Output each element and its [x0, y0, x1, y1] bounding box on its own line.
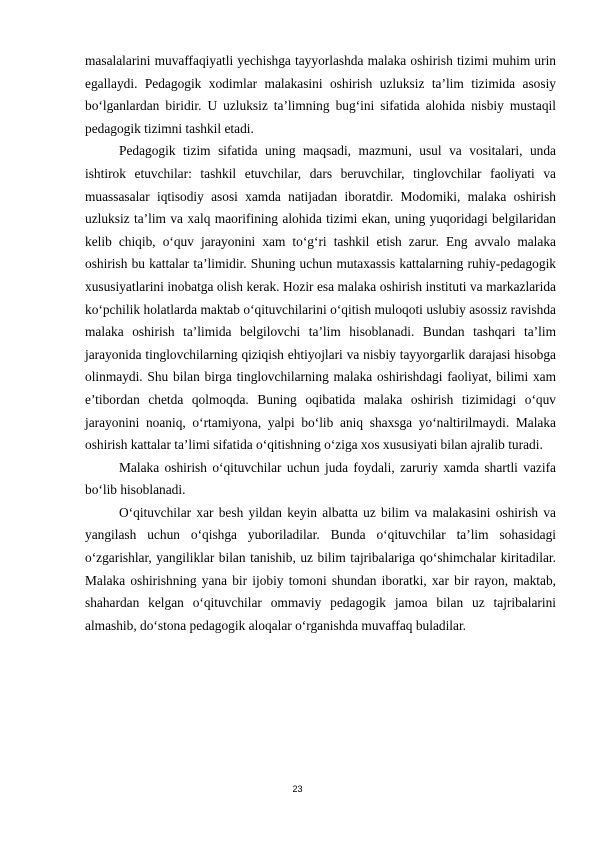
paragraph-five-year-training: O‘qituvchilar xar besh yildan keyin albatta uz bilim va malakasini oshirish va yangilash uchun o‘qishga yuboriladilar. Bunda o‘qituvchilar ta’lim sohasidagi o‘zgarishlar, yangiliklar bilan tanishib, uz bilim tajribalariga qo‘shimchalar kiritadilar. Malaka oshirishning yana bir ijobiy tomoni shundan iboratki, xar bir rayon, maktab, shahardan kelgan o‘qituvchilar ommaviy pedagogik jamoa bilan uz tajribalarini almashib, do‘stona pedagogik aloqalar o‘rganishda muvaffaq buladilar. — [85, 504, 556, 633]
page-number: 23 — [292, 784, 303, 794]
paragraph-pedagogical-system: Pedagogik tizim sifatida uning maqsadi, mazmuni, usul va vositalari, unda ishtirok etuvchilar: tashkil etuvchilar, dars beruvchilar, tinglovchilar faoliyati va muassasalar iqtisodiy asosi xamda natijadan iboratdir. Modomiki, malaka oshirish uzluksiz ta’lim va xalq maorifining alohida tizimi ekan, uning yuqoridagi belgilaridan kelib chiqib, o‘quv jarayonini xam to‘g‘ri tashkil etish zarur. Eng avvalo malaka oshirish bu kattalar ta’limidir. Shuning uchun mutaxassis kattalarning ruhiy-pedagogik xususiyatlarini inobatga olish kerak. Hozir esa malaka oshirish instituti va markazlarida ko‘pchilik holatlarda maktab o‘qituvchilarini o‘qitish muloqoti uslubiy asossiz ravishda malaka oshirish ta’limida belgilovchi ta’lim hisoblanadi. Bundan tashqari ta’lim jarayonida tinglovchilarning qiziqish ehtiyojlari va nisbiy tayyorgarlik darajasi hisobga olinmaydi. Shu bilan birga tinglovchilarning malaka oshirishdagi faoliyat, bilimi xam e’tibordan chetda qolmoqda. Buning oqibatida malaka oshirish tizimidagi o‘quv jarayonini noaniq, o‘rtamiyona, yalpi bo‘lib aniq shaxsga yo‘naltirilmaydi. Malaka oshirish kattalar ta’limi sifatida o‘qitishning o‘ziga xos xususiyati bilan ajralib turadi. — [85, 143, 556, 453]
paragraph-training-usefulness: Malaka oshirish o‘qituvchilar uchun juda foydali, zaruriy xamda shartli vazifa bo‘lib hisoblanadi. — [85, 459, 556, 498]
document-body — [85, 50, 556, 637]
paragraph-continuation: masalalarini muvaffaqiyatli yechishga tayyorlashda malaka oshirish tizimi muhim urin egallaydi. Pedagogik xodimlar malakasini oshirish uzluksiz ta’lim tizimida asosiy bo‘lganlardan biridir. U uzluksiz ta’limning bug‘ini sifatida alohida nisbiy mustaqil pedagogik tizimni tashkil etadi. — [85, 53, 556, 136]
